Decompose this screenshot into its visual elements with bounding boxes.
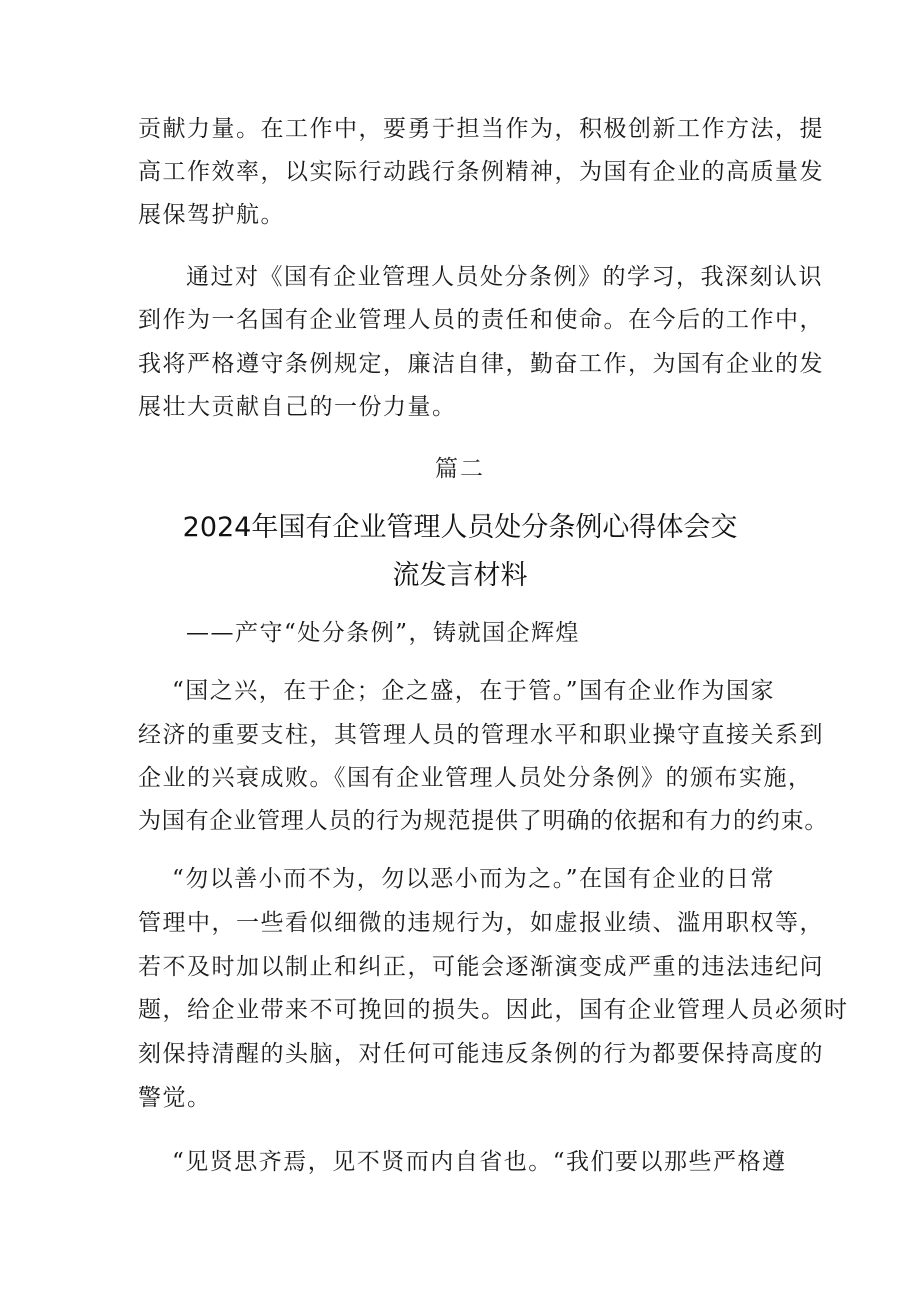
text-line: 高工作效率，以实际行动践行条例精神，为国有企业的高质量发 <box>138 159 824 185</box>
text-line: 展保驾护航。 <box>138 202 285 228</box>
text-line: “勿以善小而不为，勿以恶小而为之。”在国有企业的日常 <box>172 866 776 892</box>
text-line: “国之兴，在于企；企之盛，在于管。”国有企业作为国家 <box>172 678 776 704</box>
text-line: 展壮大贡献自己的一份力量。 <box>138 394 457 420</box>
document-title-line-2: 流发言材料 <box>392 560 528 591</box>
text-line: 为国有企业管理人员的行为规范提供了明确的依据和有力的约束。 <box>138 808 829 834</box>
text-line: 管理中，一些看似细微的违规行为，如虚报业绩、滥用职权等， <box>138 910 824 936</box>
text-line: 我将严格遵守条例规定，廉洁自律，勤奋工作，为国有企业的发 <box>138 351 824 377</box>
document-title-line-1: 2024年国有企业管理人员处分条例心得体会交 <box>182 512 738 543</box>
text-line: 题，给企业带来不可挽回的损失。因此，国有企业管理人员必须时 <box>138 997 849 1023</box>
text-line: 若不及时加以制止和纠正，可能会逐渐演变成严重的违法违纪问 <box>138 954 824 980</box>
text-line: 刻保持清醒的头脑，对任何可能违反条例的行为都要保持高度的 <box>138 1041 824 1067</box>
text-line: 到作为一名国有企业管理人员的责任和使命。在今后的工作中， <box>138 307 824 333</box>
section-label: 篇二 <box>435 456 485 482</box>
document-subtitle: ——产守“处分条例”，铸就国企辉煌 <box>186 620 581 646</box>
text-line: 企业的兴衰成败。《国有企业管理人员处分条例》的颁布实施， <box>138 765 813 791</box>
text-line: 通过对《国有企业管理人员处分条例》的学习，我深刻认识 <box>186 264 823 290</box>
text-line: “见贤思齐焉，见不贤而内自省也。“我们要以那些严格遵 <box>172 1149 787 1175</box>
text-line: 警觉。 <box>138 1085 212 1111</box>
text-line: 贡献力量。在工作中，要勇于担当作为，积极创新工作方法，提 <box>138 116 824 142</box>
text-line: 经济的重要支柱，其管理人员的管理水平和职业操守直接关系到 <box>138 722 824 748</box>
